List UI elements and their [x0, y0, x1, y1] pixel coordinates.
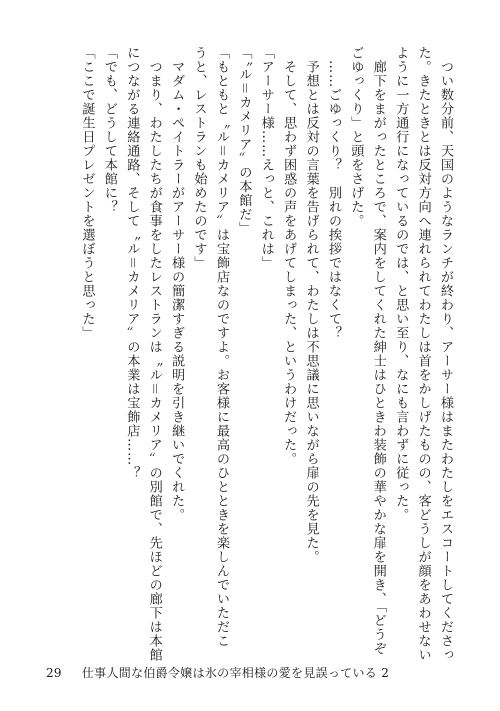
- text-line: 「ここで誕生日プレゼントを選ぼうと思った」: [79, 46, 95, 340]
- text-line: につながる連絡通路、そして〝ル＝カメリア〟の本業は宝飾店……？: [124, 46, 140, 480]
- text-line: 廊下をまがったところで、案内をしてくれた紳士はひときわ装飾の華やかな扉を開き、「どうぞ: [370, 46, 386, 656]
- text-line: そして、思わず困惑の声をあげてしまった、というわけだった。: [281, 46, 297, 466]
- text-line: ごゆっくり」と頭をさげた。: [348, 46, 364, 228]
- page-number: 29: [46, 666, 62, 680]
- text-line: 予想とは反対の言葉を告げられて、わたしは不思議に思いながら扉の先を見た。: [303, 46, 319, 564]
- text-line: ように一方通行になっているのでは、と思い至り、なにも言わずに従った。: [393, 46, 409, 522]
- text-line: 「もともと〝ル＝カメリア〟は宝飾店なのですよ。お客様に最高のひとときを楽しんでいただこ: [213, 46, 229, 648]
- text-line: マダム・ペイトラーがアーサー様の簡潔すぎる説明を引き継いでくれた。: [169, 46, 185, 522]
- page-footer: [46, 664, 389, 681]
- vertical-text-body: [36, 46, 456, 662]
- running-title: 仕事人間な伯爵令嬢は氷の宰相様の愛を見誤っている 2: [81, 666, 390, 680]
- text-line: つい数分前、天国のようなランチが終わり、アーサー様はまたわたしをエスコートしてくださっ: [438, 46, 453, 662]
- text-line: 「〝ル＝カメリア〟の本館だ」: [236, 46, 252, 236]
- text-line: うと、レストランも始めたのです」: [191, 46, 207, 270]
- text-line: つまり、わたしたちが食事をしたレストランは〝ル＝カメリア〟の別館で、先ほどの廊下は本館: [146, 46, 162, 662]
- text-line: ……ごゆっくり？ 別れの挨拶ではなくて？: [325, 46, 341, 340]
- text-line: 「でも、どうして本館に？: [101, 46, 117, 214]
- text-line: 「アーサー様……えっと、これは」: [258, 46, 274, 270]
- text-line: た。きたときとは反対方向へ連れられてわたしは首をかしげたものの、客どうしが顔をあわせない: [415, 46, 431, 662]
